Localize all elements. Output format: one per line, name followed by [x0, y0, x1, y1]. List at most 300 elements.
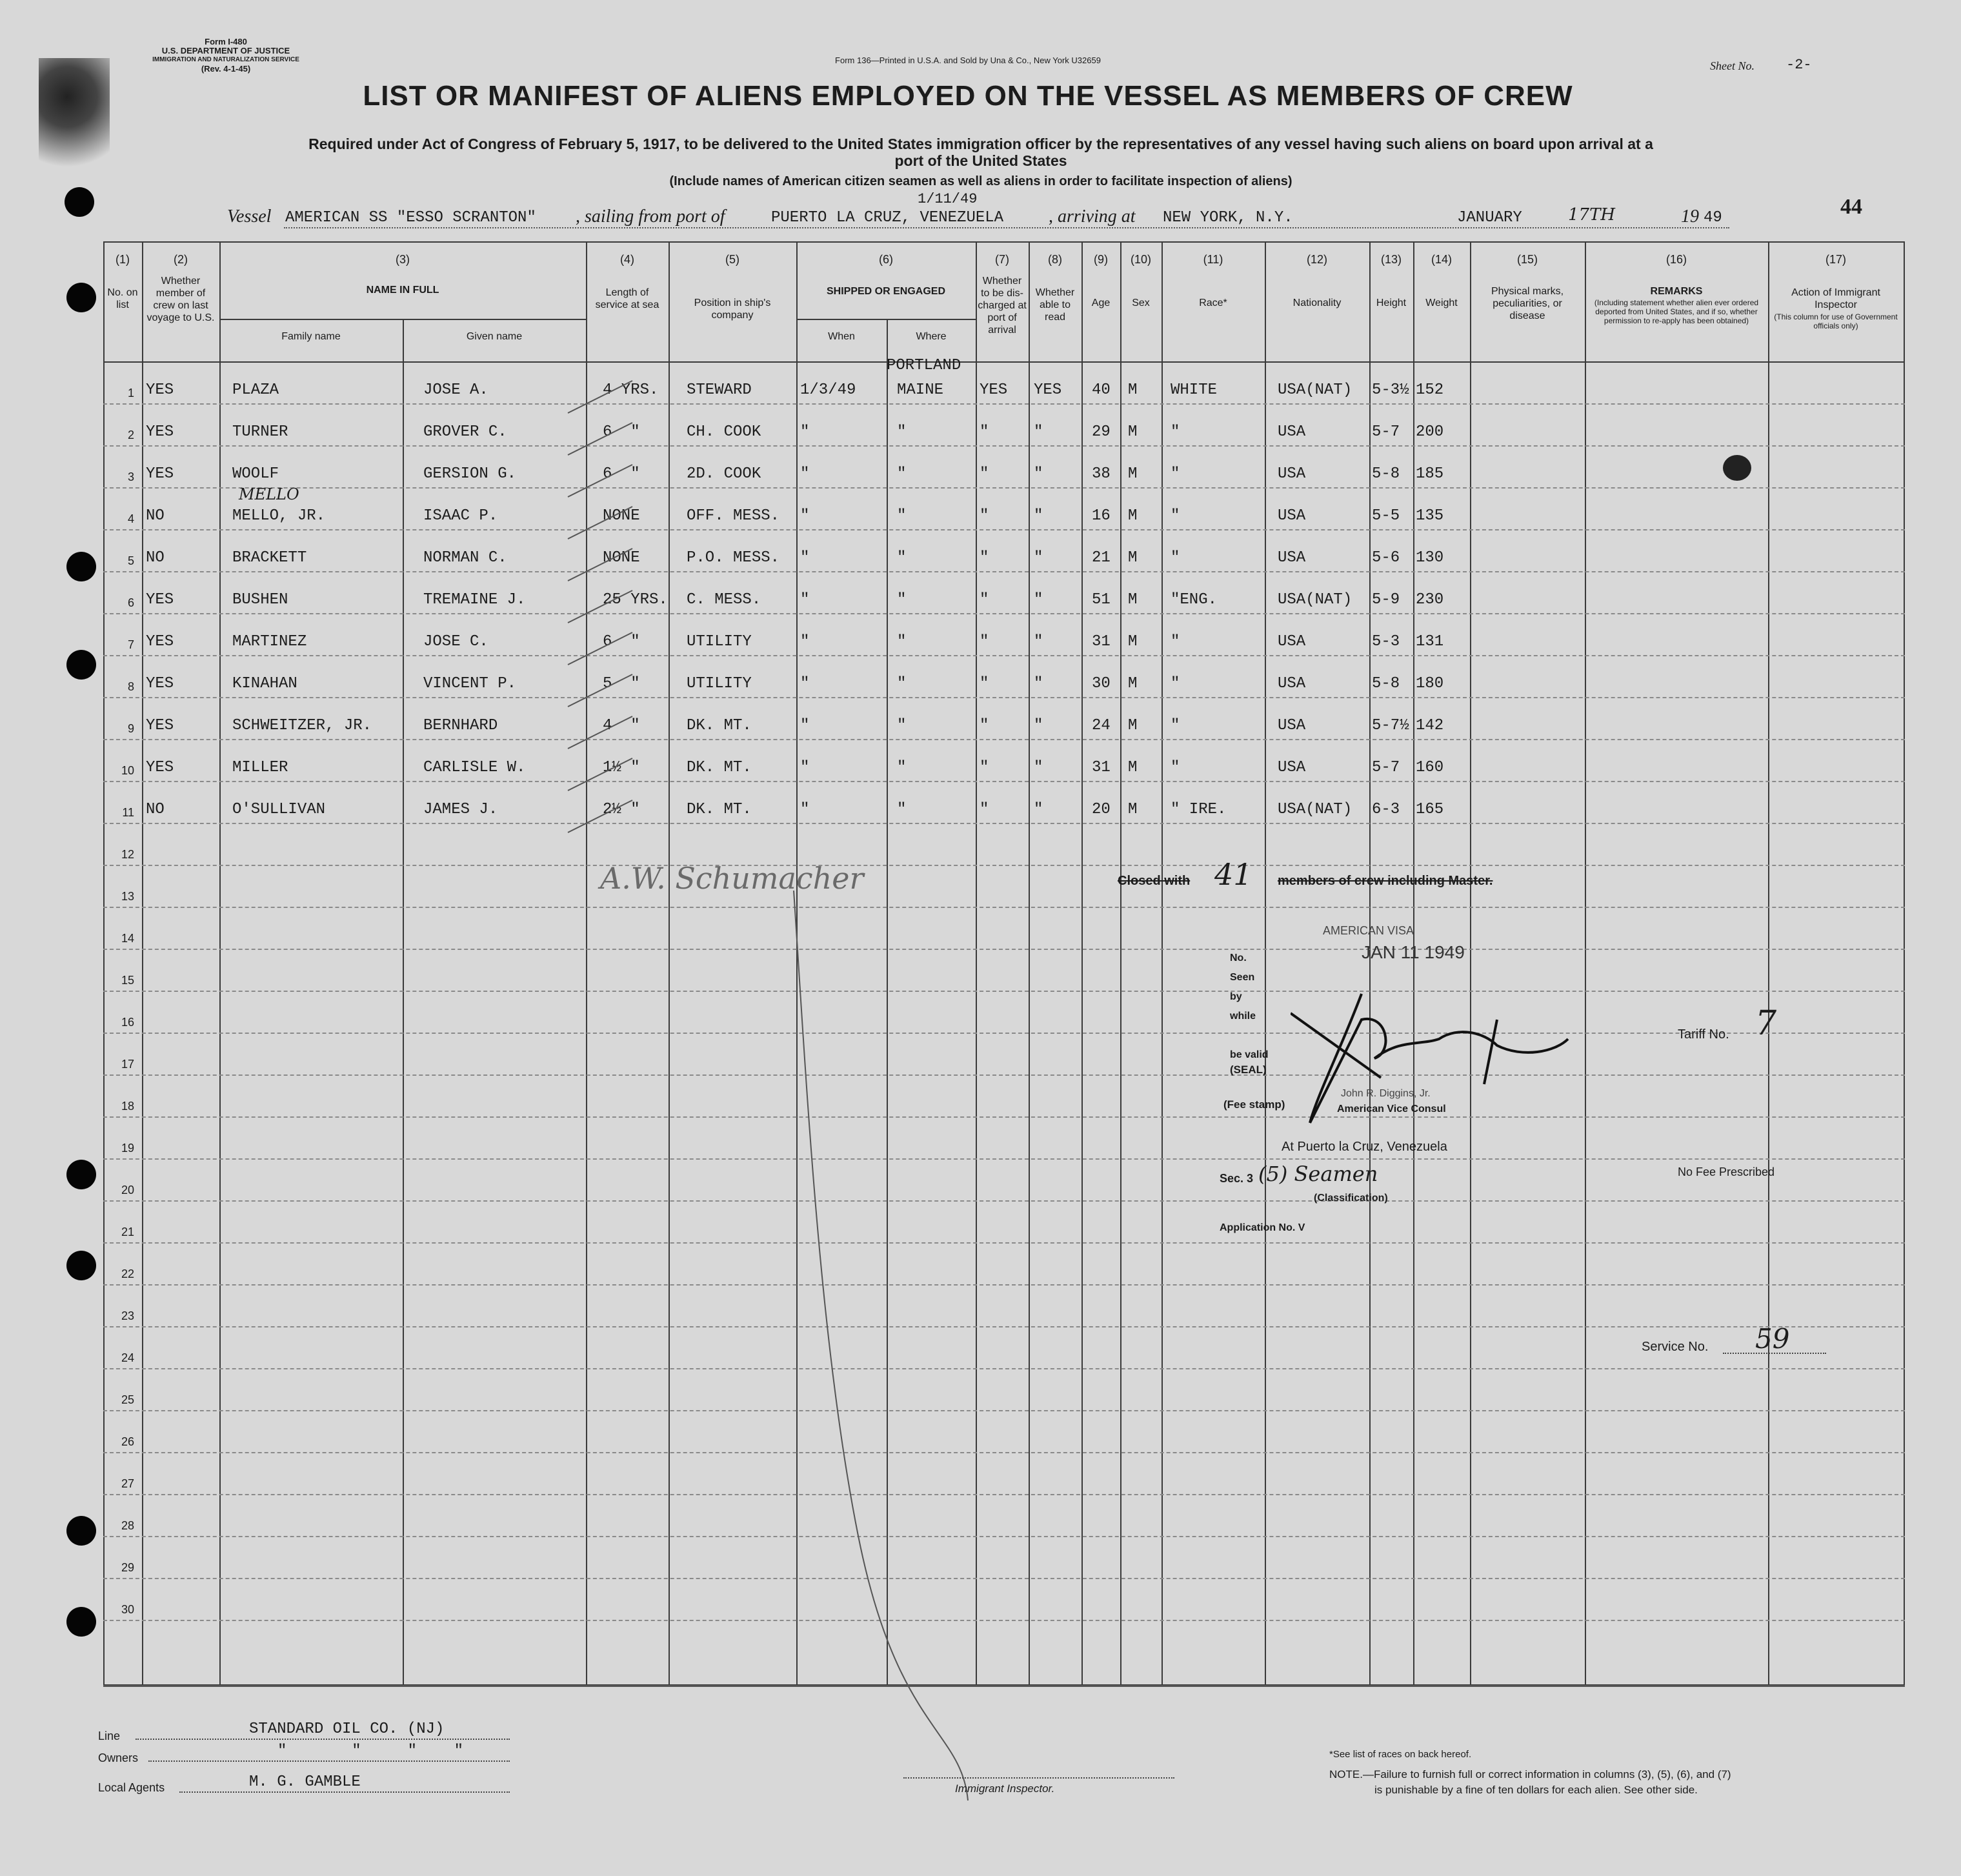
- col-num-5: (5): [725, 253, 739, 266]
- hdr-prev-voyage: Whether member of crew on last voyage to U.S.: [146, 276, 215, 323]
- cell-when: ": [800, 801, 810, 818]
- row-rule: [103, 571, 1905, 572]
- cell-weight: 185: [1416, 465, 1444, 483]
- cell-disch: ": [980, 423, 989, 441]
- fee-stamp-label: (Fee stamp): [1223, 1098, 1285, 1111]
- cell-weight: 230: [1416, 591, 1444, 609]
- col-num-6: (6): [879, 253, 893, 266]
- hdr-no-on-list: No. on list: [107, 287, 138, 310]
- hdr-age: Age: [1091, 298, 1111, 308]
- cell-where: ": [897, 717, 907, 734]
- row-number: 23: [121, 1309, 134, 1322]
- cell-age: 29: [1092, 423, 1111, 441]
- cell-family: BUSHEN: [232, 591, 288, 609]
- cell-nat: USA(NAT): [1278, 801, 1353, 818]
- cell-age: 30: [1092, 675, 1111, 692]
- owners-underline: [148, 1760, 510, 1762]
- tariff-label: Tariff No.: [1678, 1027, 1729, 1042]
- vessel-name: AMERICAN SS "ESSO SCRANTON": [285, 209, 536, 227]
- col-border: [1081, 241, 1083, 1684]
- header-bottom-border: [103, 361, 1905, 363]
- stamp-line: by: [1230, 991, 1242, 1002]
- row-rule: [103, 823, 1905, 824]
- row-number: 25: [121, 1393, 134, 1406]
- inspector-line: [903, 1777, 1174, 1779]
- punch-hole: [66, 1251, 96, 1280]
- hdr-family-name: Family name: [281, 331, 341, 342]
- section-value: (5) Seamen: [1258, 1162, 1378, 1186]
- cell-race: " IRE.: [1171, 801, 1227, 818]
- cell-family: BRACKETT: [232, 549, 307, 567]
- agents-underline: [179, 1791, 510, 1793]
- row-number: 3: [127, 470, 134, 483]
- col-border: [219, 241, 221, 1684]
- cell-nat: USA: [1278, 549, 1306, 567]
- cell-service: 6 ": [603, 465, 640, 483]
- line-underline: [136, 1739, 510, 1740]
- cell-when: ": [800, 675, 810, 692]
- table-top-border: [103, 241, 1905, 243]
- col-num-14: (14): [1431, 253, 1452, 266]
- row-number: 14: [121, 932, 134, 945]
- service-slash-marks: [555, 374, 645, 839]
- row-rule: [103, 529, 1905, 530]
- cell-service: NONE: [603, 549, 640, 567]
- row-number: 9: [127, 722, 134, 735]
- cell-height: 5-7: [1372, 759, 1400, 776]
- cell-prev: YES: [146, 717, 174, 734]
- cell-read: YES: [1034, 381, 1062, 399]
- row-number: 7: [127, 638, 134, 651]
- cell-age: 31: [1092, 759, 1111, 776]
- stamp-lines: [1230, 949, 1269, 1065]
- stamp-line: be valid: [1230, 1049, 1269, 1060]
- col-num-7: (7): [995, 253, 1009, 266]
- row-number: 10: [121, 764, 134, 777]
- punch-hole: [66, 283, 96, 312]
- row-rule: [103, 1033, 1905, 1034]
- col-border: [103, 241, 105, 1684]
- col-border: [1768, 241, 1769, 1684]
- cell-read: ": [1034, 591, 1043, 609]
- cell-when: ": [800, 717, 810, 734]
- stamp-line: No.: [1230, 953, 1247, 963]
- cell-nat: USA: [1278, 507, 1306, 525]
- cell-prev: YES: [146, 591, 174, 609]
- cell-prev: YES: [146, 633, 174, 651]
- cell-when: 1/3/49: [800, 381, 856, 399]
- family-name-correction: MELLO: [239, 485, 299, 503]
- row-rule: [103, 1536, 1905, 1537]
- cell-sex: M: [1128, 633, 1138, 651]
- row-number: 15: [121, 974, 134, 987]
- sail-date: 1/11/49: [918, 191, 978, 207]
- cell-height: 5-5: [1372, 507, 1400, 525]
- row-number: 8: [127, 680, 134, 693]
- hdr-when: When: [828, 331, 855, 342]
- cell-read: ": [1034, 759, 1043, 776]
- cell-weight: 152: [1416, 381, 1444, 399]
- cell-when: ": [800, 423, 810, 441]
- form-id: Form I-480: [205, 37, 247, 46]
- punch-hole: [66, 1160, 96, 1189]
- cell-position: UTILITY: [687, 675, 752, 692]
- row-number: 16: [121, 1016, 134, 1029]
- cell-height: 5-3½: [1372, 381, 1409, 399]
- row-rule: [103, 1578, 1905, 1579]
- cell-race: ": [1171, 633, 1180, 651]
- cell-position: C. MESS.: [687, 591, 761, 609]
- cell-race: ": [1171, 507, 1180, 525]
- cell-prev: NO: [146, 507, 165, 525]
- cell-disch: ": [980, 759, 989, 776]
- row-number: 2: [127, 429, 134, 441]
- cell-age: 21: [1092, 549, 1111, 567]
- hdr-read: Whether able to read: [1035, 287, 1075, 323]
- col-border: [1120, 241, 1121, 1684]
- cell-nat: USA: [1278, 759, 1306, 776]
- row-rule: [103, 1368, 1905, 1369]
- col-num-11: (11): [1203, 253, 1223, 266]
- cell-position: STEWARD: [687, 381, 752, 399]
- vessel-label: Vessel: [227, 207, 272, 227]
- cell-where: ": [897, 801, 907, 818]
- section-label: Sec. 3: [1220, 1172, 1254, 1185]
- col-num-8: (8): [1048, 253, 1062, 266]
- cell-race: ": [1171, 549, 1180, 567]
- cell-where: MAINE: [897, 381, 944, 399]
- hdr-shipped: SHIPPED OR ENGAGED: [826, 286, 946, 297]
- cell-height: 5-6: [1372, 549, 1400, 567]
- cell-age: 24: [1092, 717, 1111, 734]
- local-agents-label: Local Agents: [98, 1781, 165, 1794]
- row-number: 19: [121, 1142, 134, 1155]
- cell-nat: USA: [1278, 423, 1306, 441]
- col-border: [1904, 241, 1905, 1684]
- cell-race: WHITE: [1171, 381, 1218, 399]
- arriving-port: NEW YORK, N.Y.: [1163, 209, 1293, 227]
- cell-sex: M: [1128, 591, 1138, 609]
- service-no-value: 59: [1755, 1323, 1790, 1355]
- cell-when: ": [800, 507, 810, 525]
- cell-family: PLAZA: [232, 381, 279, 399]
- cell-read: ": [1034, 801, 1043, 818]
- cell-when: ": [800, 591, 810, 609]
- cell-where: ": [897, 633, 907, 651]
- dept-name: U.S. DEPARTMENT OF JUSTICE: [161, 46, 290, 55]
- inspector-label: Immigrant Inspector.: [955, 1782, 1055, 1795]
- cell-sex: M: [1128, 801, 1138, 818]
- cell-height: 5-7: [1372, 423, 1400, 441]
- cell-nat: USA: [1278, 633, 1306, 651]
- cell-race: ": [1171, 675, 1180, 692]
- sheet-no-label: Sheet No.: [1710, 59, 1755, 72]
- cell-prev: NO: [146, 549, 165, 567]
- cell-where: ": [897, 675, 907, 692]
- fine-note-1: NOTE.—Failure to furnish full or correct information in columns (3), (5), (6), and (7): [1329, 1768, 1731, 1780]
- row-number: 11: [122, 806, 134, 819]
- cell-where: ": [897, 423, 907, 441]
- col-num-13: (13): [1380, 253, 1402, 266]
- hdr-remarks: REMARKS: [1650, 286, 1703, 297]
- cell-height: 5-8: [1372, 675, 1400, 692]
- row-rule: [103, 487, 1905, 489]
- row-rule: [103, 1284, 1905, 1286]
- closed-label-b: members of crew including Master.: [1278, 874, 1493, 888]
- cell-sex: M: [1128, 759, 1138, 776]
- cell-nat: USA(NAT): [1278, 381, 1353, 399]
- punch-hole: [66, 1607, 96, 1637]
- row-number: 17: [121, 1058, 134, 1071]
- cell-prev: YES: [146, 423, 174, 441]
- cell-height: 5-8: [1372, 465, 1400, 483]
- sheet-no: -2-: [1786, 57, 1812, 73]
- arrival-month: JANUARY: [1457, 209, 1522, 227]
- row-number: 28: [121, 1519, 134, 1532]
- signature-schumacher: A.W. Schumacher: [600, 861, 864, 896]
- cell-family: WOOLF: [232, 465, 279, 483]
- owners-value: " " " ": [277, 1742, 464, 1760]
- cell-given: NORMAN C.: [423, 549, 507, 567]
- cell-position: 2D. COOK: [687, 465, 761, 483]
- cell-position: CH. COOK: [687, 423, 761, 441]
- col-num-17: (17): [1825, 253, 1846, 266]
- cell-service: 5 ": [603, 675, 640, 692]
- hdr-action-note: (This column for use of Government officials only): [1774, 312, 1898, 330]
- hdr-where: Where: [916, 331, 947, 342]
- no-fee-note: No Fee Prescribed: [1678, 1165, 1775, 1178]
- subtitle-3: (Include names of American citizen seamen as well as aliens in order to facilitate inspection of aliens): [669, 174, 1292, 188]
- cell-read: ": [1034, 675, 1043, 692]
- row-rule: [103, 739, 1905, 740]
- cell-age: 16: [1092, 507, 1111, 525]
- row-number: 24: [121, 1351, 134, 1364]
- punch-hole: [66, 1516, 96, 1546]
- cell-disch: ": [980, 549, 989, 567]
- cell-position: DK. MT.: [687, 801, 752, 818]
- row-rule: [103, 1452, 1905, 1453]
- cell-given: JOSE C.: [423, 633, 488, 651]
- cell-when: ": [800, 465, 810, 483]
- col-border: [976, 241, 977, 1684]
- cell-age: 38: [1092, 465, 1111, 483]
- year-prefix: 19: [1681, 207, 1699, 227]
- cell-race: "ENG.: [1171, 591, 1218, 609]
- row-number: 5: [127, 554, 134, 567]
- sailing-label: , sailing from port of: [576, 207, 725, 227]
- cell-family: MELLO, JR.: [232, 507, 326, 525]
- cell-given: JOSE A.: [423, 381, 488, 399]
- cell-read: ": [1034, 465, 1043, 483]
- application-label: Application No. V: [1220, 1222, 1305, 1233]
- cell-age: 20: [1092, 801, 1111, 818]
- col-num-2: (2): [174, 253, 188, 266]
- stamp-line: while: [1230, 1011, 1256, 1022]
- cell-service: 2½ ": [603, 801, 640, 818]
- cell-race: ": [1171, 759, 1180, 776]
- owners-label: Owners: [98, 1751, 139, 1764]
- hdr-action: Action of Immigrant Inspector: [1791, 287, 1880, 310]
- hdr-race: Race*: [1199, 298, 1227, 308]
- visa-stamp-heading: AMERICAN VISA: [1323, 924, 1414, 937]
- cell-weight: 131: [1416, 633, 1444, 651]
- hdr-physical-marks: Physical marks, peculiarities, or disease: [1491, 286, 1564, 321]
- cell-family: O'SULLIVAN: [232, 801, 326, 818]
- cell-family: MILLER: [232, 759, 288, 776]
- cell-weight: 165: [1416, 801, 1444, 818]
- cell-given: GERSION G.: [423, 465, 517, 483]
- cell-sex: M: [1128, 465, 1138, 483]
- local-agents-value: M. G. GAMBLE: [249, 1773, 361, 1791]
- hdr-given-name: Given name: [466, 331, 523, 342]
- cell-family: MARTINEZ: [232, 633, 307, 651]
- cell-service: 6 ": [603, 633, 640, 651]
- cell-where: ": [897, 759, 907, 776]
- cell-disch: ": [980, 507, 989, 525]
- col-num-10: (10): [1130, 253, 1151, 266]
- ink-blot: [1723, 455, 1751, 481]
- cell-prev: YES: [146, 759, 174, 776]
- cell-weight: 160: [1416, 759, 1444, 776]
- hdr-height: Height: [1376, 298, 1407, 308]
- row-rule: [103, 1242, 1905, 1244]
- row-number: 12: [121, 848, 134, 861]
- cell-family: SCHWEITZER, JR.: [232, 717, 372, 734]
- cell-disch: ": [980, 675, 989, 692]
- cell-weight: 142: [1416, 717, 1444, 734]
- row-number: 22: [121, 1267, 134, 1280]
- cell-where-top: PORTLAND: [887, 357, 961, 374]
- cell-position: P.O. MESS.: [687, 549, 780, 567]
- col-border: [142, 241, 143, 1684]
- col-num-16: (16): [1665, 253, 1687, 266]
- cell-read: ": [1034, 423, 1043, 441]
- cell-service: 4 YRS.: [603, 381, 659, 399]
- cell-weight: 200: [1416, 423, 1444, 441]
- cell-disch: YES: [980, 381, 1008, 399]
- consul-name: John R. Diggins, Jr.: [1341, 1088, 1431, 1099]
- cell-disch: ": [980, 633, 989, 651]
- col-border: [669, 241, 670, 1684]
- page-title: LIST OR MANIFEST OF ALIENS EMPLOYED ON THE VESSEL AS MEMBERS OF CREW: [363, 80, 1573, 112]
- row-rule: [103, 907, 1905, 908]
- closed-label-a: Closed with: [1118, 874, 1191, 888]
- cell-nat: USA: [1278, 465, 1306, 483]
- cell-nat: USA(NAT): [1278, 591, 1353, 609]
- cell-given: VINCENT P.: [423, 675, 517, 692]
- row-rule: [103, 655, 1905, 656]
- cell-sex: M: [1128, 549, 1138, 567]
- row-rule: [103, 1494, 1905, 1495]
- hdr-weight: Weight: [1425, 298, 1458, 308]
- visa-stamp-date: JAN 11 1949: [1362, 942, 1465, 962]
- consul-location: At Puerto la Cruz, Venezuela: [1282, 1140, 1447, 1154]
- stamp-line: Seen: [1230, 972, 1255, 983]
- stamp-line: [1230, 1026, 1269, 1045]
- cell-nat: USA: [1278, 675, 1306, 692]
- consul-title: American Vice Consul: [1337, 1104, 1446, 1115]
- row-rule: [103, 1158, 1905, 1160]
- col-border: [1585, 241, 1586, 1684]
- page-mark: 44: [1840, 195, 1862, 219]
- cell-disch: ": [980, 465, 989, 483]
- cell-given: JAMES J.: [423, 801, 498, 818]
- cell-position: OFF. MESS.: [687, 507, 780, 525]
- arriving-label: , arriving at: [1049, 207, 1136, 227]
- row-number: 18: [121, 1100, 134, 1113]
- shipped-subheader-rule: [796, 319, 976, 320]
- col-border: [1029, 241, 1030, 1684]
- name-subheader-rule: [219, 319, 586, 320]
- punch-hole: [66, 650, 96, 680]
- cell-position: UTILITY: [687, 633, 752, 651]
- cell-prev: YES: [146, 675, 174, 692]
- form-id-block: [129, 37, 323, 74]
- cell-service: 1½ ": [603, 759, 640, 776]
- row-rule: [103, 1620, 1905, 1621]
- row-rule: [103, 1410, 1905, 1411]
- punch-hole: [66, 552, 96, 581]
- tariff-value: 7: [1755, 1004, 1777, 1043]
- cell-height: 5-9: [1372, 591, 1400, 609]
- col-border: [403, 319, 404, 1684]
- fine-note-2: is punishable by a fine of ten dollars for each alien. See other side.: [1374, 1784, 1698, 1796]
- row-rule: [103, 403, 1905, 405]
- cell-height: 5-7½: [1372, 717, 1409, 734]
- cell-sex: M: [1128, 423, 1138, 441]
- row-rule: [103, 1116, 1905, 1118]
- col-num-15: (15): [1516, 253, 1538, 266]
- races-note: *See list of races on back hereof.: [1329, 1749, 1472, 1760]
- punch-hole: [65, 187, 94, 217]
- cell-read: ": [1034, 507, 1043, 525]
- row-number: 29: [121, 1561, 134, 1574]
- cell-disch: ": [980, 717, 989, 734]
- cell-prev: NO: [146, 801, 165, 818]
- arrival-day: 17TH: [1568, 205, 1616, 225]
- service-no-underline: [1723, 1353, 1826, 1354]
- cell-weight: 130: [1416, 549, 1444, 567]
- cell-read: ": [1034, 717, 1043, 734]
- hdr-remarks-note: (Including statement whether alien ever ordered deported from United States, and if so, whether permission to re-apply has been obtained): [1594, 298, 1759, 325]
- cell-disch: ": [980, 801, 989, 818]
- printer-note: Form 136—Printed in U.S.A. and Sold by Una & Co., New York U32659: [835, 55, 1101, 65]
- seal-label: (SEAL): [1230, 1064, 1267, 1076]
- cell-race: ": [1171, 465, 1180, 483]
- col-num-4: (4): [620, 253, 634, 266]
- cell-family: TURNER: [232, 423, 288, 441]
- row-number: 20: [121, 1184, 134, 1196]
- cell-service: NONE: [603, 507, 640, 525]
- cell-race: ": [1171, 717, 1180, 734]
- cell-race: ": [1171, 423, 1180, 441]
- pen-stroke: [781, 891, 974, 1807]
- vessel-underline: [284, 227, 1729, 228]
- cell-where: ": [897, 549, 907, 567]
- cell-age: 31: [1092, 633, 1111, 651]
- cell-nat: USA: [1278, 717, 1306, 734]
- cell-sex: M: [1128, 717, 1138, 734]
- cell-service: 25 YRS.: [603, 591, 668, 609]
- row-rule: [103, 1200, 1905, 1202]
- hdr-position: Position in ship's company: [694, 298, 771, 321]
- row-rule: [103, 445, 1905, 447]
- col-num-12: (12): [1306, 253, 1327, 266]
- form-rev: (Rev. 4-1-45): [201, 64, 251, 74]
- col-num-9: (9): [1094, 253, 1108, 266]
- col-num-1: (1): [116, 253, 130, 266]
- cell-given: BERNHARD: [423, 717, 498, 734]
